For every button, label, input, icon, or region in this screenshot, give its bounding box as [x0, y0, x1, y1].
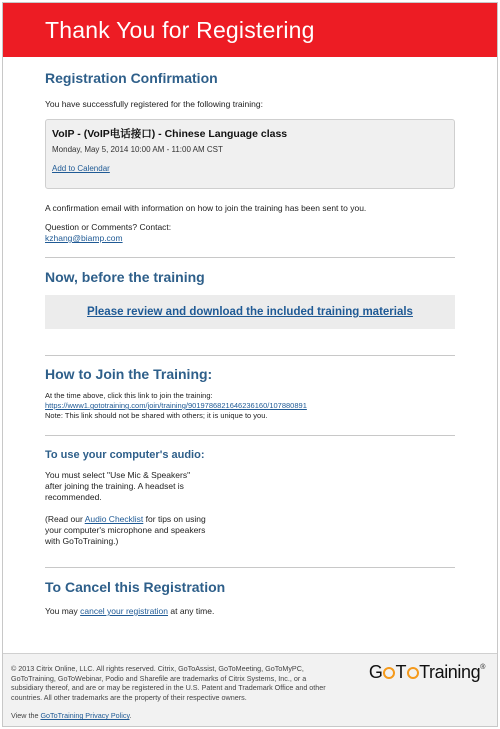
privacy-policy-link[interactable]: GoToTraining Privacy Policy	[40, 711, 130, 721]
join-instruction: At the time above, click this link to join the training:	[45, 391, 213, 400]
page-title: Thank You for Registering	[45, 16, 315, 43]
logo-ring-icon	[383, 667, 395, 679]
add-to-calendar-link[interactable]: Add to Calendar	[52, 164, 110, 173]
legal-line: subsidiary thereof, and are or may be registered in the U.S. Patent and Trademark Office and other	[11, 683, 326, 693]
audio-tip-line: with GoToTraining.)	[45, 536, 119, 546]
audio-line: after joining the training. A headset is	[45, 481, 184, 491]
footer	[3, 653, 497, 726]
divider	[45, 435, 455, 436]
legal-line: GoToTraining, GoToWebinar, Podio and Sharefile are trademarks of Citrix Systems, Inc., or a	[11, 673, 307, 683]
cancel-prefix: You may	[45, 606, 81, 616]
join-note: Note: This link should not be shared with others; it is unique to you.	[45, 411, 268, 420]
legal-line: countries. All other trademarks are the property of their respective owners.	[11, 692, 247, 702]
logo-ring-icon	[407, 667, 419, 679]
confirmation-intro: You have successfully registered for the following training:	[45, 99, 263, 109]
audio-line: You must select "Use Mic & Speakers"	[45, 470, 191, 480]
divider	[45, 567, 455, 568]
audio-checklist-link[interactable]: Audio Checklist	[84, 514, 144, 524]
review-materials-link[interactable]: Please review and download the included training materials	[87, 306, 413, 318]
email-content	[3, 70, 497, 617]
legal-line: © 2013 Citrix Online, LLC. All rights reserved. Citrix, GoToAssist, GoToMeeting, GoToMyPC,	[11, 664, 304, 673]
join-url-link[interactable]: https://www1.gototraining.com/join/training/9019786821646236160/107880891	[45, 401, 307, 410]
privacy-suffix: .	[129, 711, 132, 721]
cancel-text	[45, 606, 455, 617]
audio-tip	[45, 514, 455, 547]
before-heading: Now, before the training	[45, 269, 205, 285]
event-datetime: Monday, May 5, 2014 10:00 AM - 11:00 AM CST	[52, 145, 223, 154]
audio-line: recommended.	[45, 492, 102, 502]
gototraining-logo: G T Training®	[368, 662, 485, 682]
event-box	[45, 119, 455, 189]
review-box	[45, 295, 455, 329]
footer-privacy	[11, 711, 489, 720]
cancel-registration-link[interactable]: cancel your registration	[80, 606, 169, 616]
footer-legal	[11, 664, 371, 702]
cancel-heading: To Cancel this Registration	[45, 579, 226, 595]
join-heading: How to Join the Training:	[45, 366, 213, 382]
audio-tip-line: your computer's microphone and speakers	[45, 525, 206, 535]
audio-text	[45, 470, 455, 503]
audio-tip-prefix: (Read our	[45, 514, 85, 524]
event-title: VoIP - (VoIP电话接口) - Chinese Language class	[52, 128, 288, 140]
confirmation-heading: Registration Confirmation	[45, 70, 218, 86]
email-frame	[2, 2, 498, 727]
cancel-suffix: at any time.	[168, 606, 215, 616]
privacy-prefix: View the	[11, 711, 41, 721]
email-notice: A confirmation email with information on how to join the training has been sent to you.	[45, 203, 367, 213]
contact-email-link[interactable]: kzhang@biamp.com	[45, 233, 123, 243]
divider	[45, 257, 455, 258]
header-banner	[3, 3, 497, 57]
divider	[45, 355, 455, 356]
audio-heading: To use your computer's audio:	[45, 449, 205, 461]
contact-label: Question or Comments? Contact:	[45, 222, 172, 232]
audio-tip-suffix: for tips on using	[143, 514, 206, 524]
